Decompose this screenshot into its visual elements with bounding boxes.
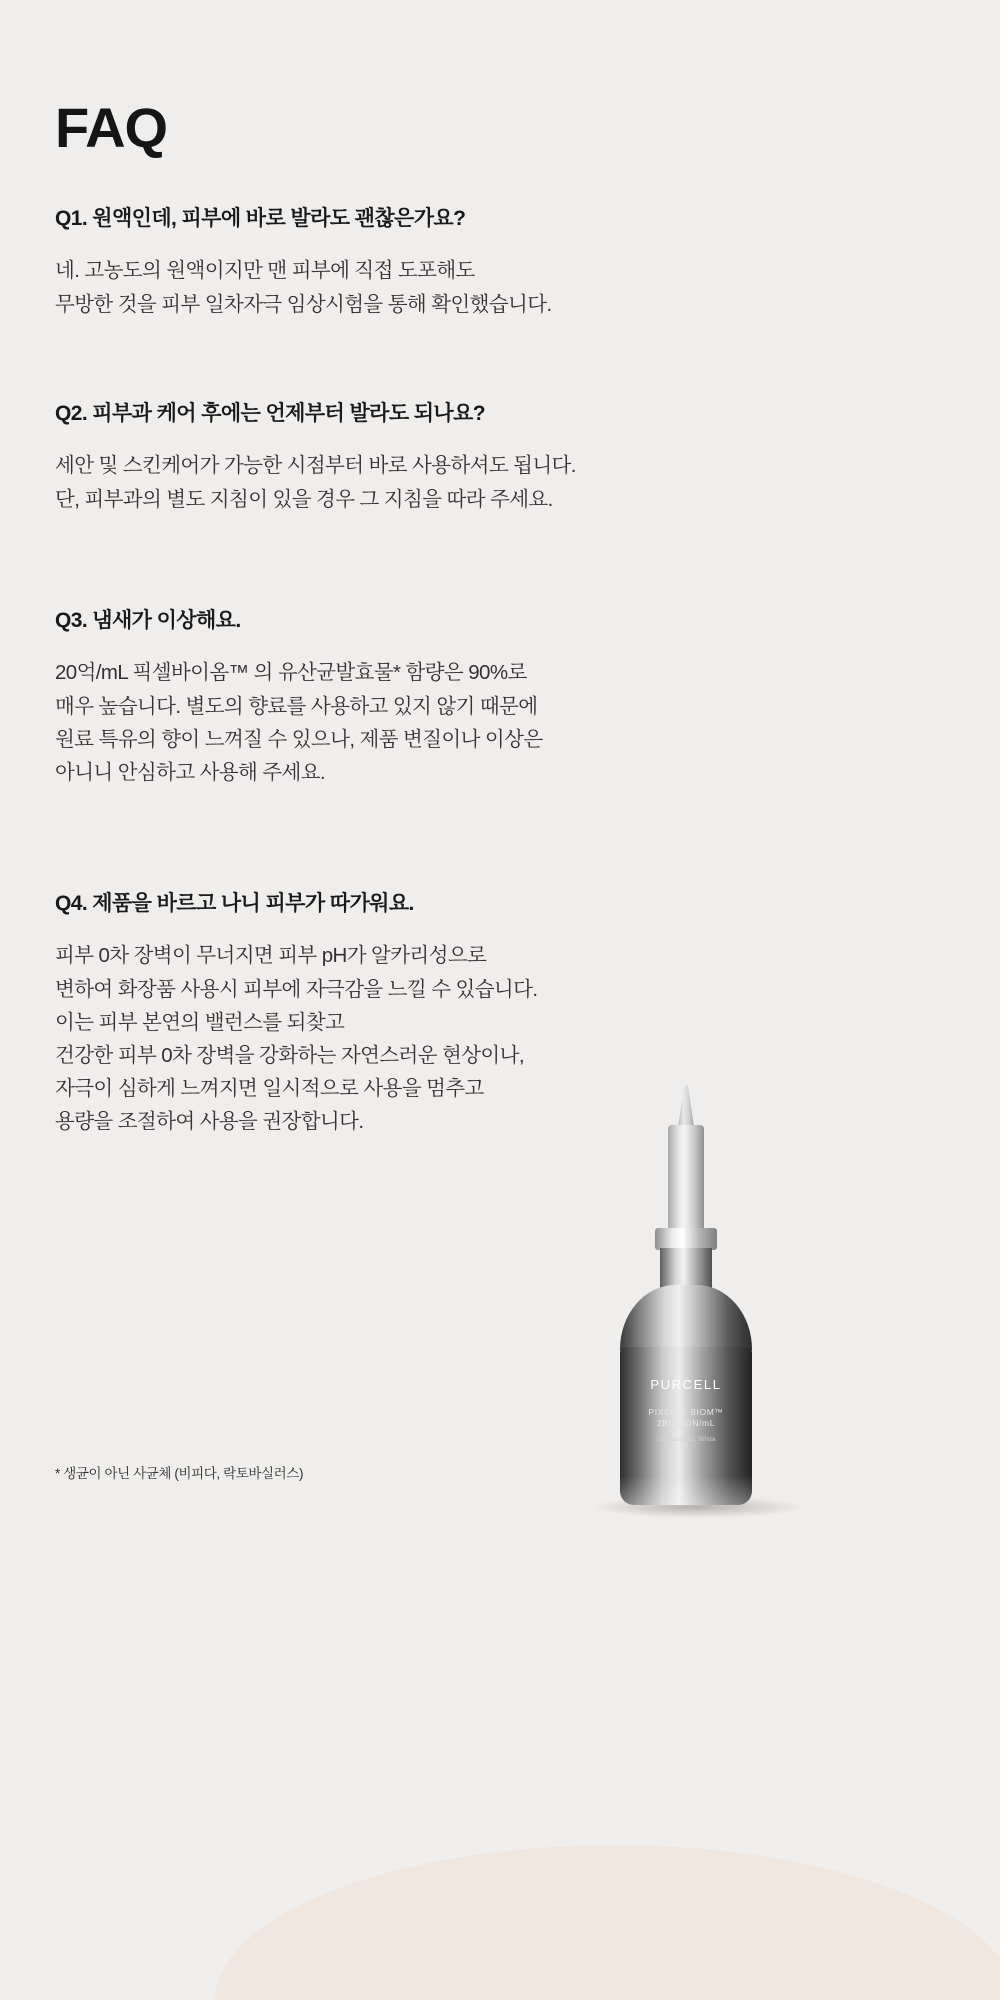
faq-answer-1 bbox=[55, 254, 945, 320]
faq-question-4: Q4. 제품을 바르고 나니 피부가 따가워요. bbox=[55, 892, 414, 915]
background-floor-shape bbox=[215, 1845, 1000, 2000]
faq-answer-line: 세안 및 스킨케어가 가능한 시점부터 바로 사용하셔도 됩니다. bbox=[55, 454, 576, 478]
bottle-strain-label: Lactobacillus, Bifida bbox=[656, 1437, 716, 1443]
faq-question-3: Q3. 냄새가 이상해요. bbox=[55, 609, 241, 632]
faq-answer-line: 매우 높습니다. 별도의 향료를 사용하고 있지 않기 때문에 bbox=[55, 694, 538, 718]
faq-answer-line: 변하여 화장품 사용시 피부에 자극감을 느낄 수 있습니다. bbox=[55, 977, 538, 1001]
bottle-shoulder bbox=[620, 1285, 752, 1355]
product-bottle-image bbox=[598, 1085, 788, 1505]
bottle-nozzle bbox=[668, 1125, 704, 1233]
bottle-collar bbox=[655, 1228, 717, 1250]
faq-answer-line: 20억/mL 픽셀바이옴™ 의 유산균발효물* 함량은 90%로 bbox=[55, 661, 527, 685]
bottle-product-name bbox=[620, 1407, 752, 1430]
bottle-product-name-line1: PIXCELL BIOM™ bbox=[648, 1407, 724, 1417]
faq-answer-line: 용량을 조절하여 사용을 권장합니다. bbox=[55, 1110, 364, 1134]
faq-question-2: Q2. 피부과 케어 후에는 언제부터 발라도 되나요? bbox=[55, 402, 486, 425]
faq-answer-line: 아니니 안심하고 사용해 주세요. bbox=[55, 760, 326, 784]
bottle-bottom-highlight bbox=[620, 1477, 752, 1505]
faq-answer-line: 네. 고농도의 원액이지만 맨 피부에 직접 도포해도 bbox=[55, 259, 475, 283]
page-title: FAQ bbox=[55, 95, 168, 159]
faq-item-3 bbox=[55, 607, 945, 789]
faq-item-2 bbox=[55, 400, 945, 516]
bottle-product-name-line2: 2BILLION/mL bbox=[656, 1418, 716, 1429]
faq-answer-line: 자극이 심하게 느껴지면 일시적으로 사용을 멈추고 bbox=[55, 1077, 484, 1101]
faq-question-1: Q1. 원액인데, 피부에 바로 발라도 괜찮은가요? bbox=[55, 207, 466, 230]
faq-answer-line: 이는 피부 본연의 밸런스를 되찾고 bbox=[55, 1010, 345, 1034]
faq-answer-3 bbox=[55, 656, 945, 789]
faq-answer-line: 단, 피부과의 별도 지침이 있을 경우 그 지침을 따라 주세요. bbox=[55, 487, 553, 511]
faq-answer-line: 건강한 피부 0차 장벽을 강화하는 자연스러운 현상이나, bbox=[55, 1043, 524, 1067]
faq-answer-line: 피부 0차 장벽이 무너지면 피부 pH가 알카리성으로 bbox=[55, 944, 487, 968]
faq-answer-line: 원료 특유의 향이 느껴질 수 있으나, 제품 변질이나 이상은 bbox=[55, 727, 543, 751]
faq-answer-line: 무방한 것을 피부 일차자극 임상시험을 통해 확인했습니다. bbox=[55, 292, 552, 316]
faq-answer-2 bbox=[55, 449, 945, 515]
faq-item-4 bbox=[55, 890, 945, 1139]
footnote: * 생균이 아닌 사균체 (비피다, 락토바실러스) bbox=[55, 1466, 304, 1481]
faq-answer-4 bbox=[55, 939, 945, 1138]
bottle-brand-label: PURCELL bbox=[650, 1377, 722, 1392]
faq-item-1 bbox=[55, 205, 945, 321]
